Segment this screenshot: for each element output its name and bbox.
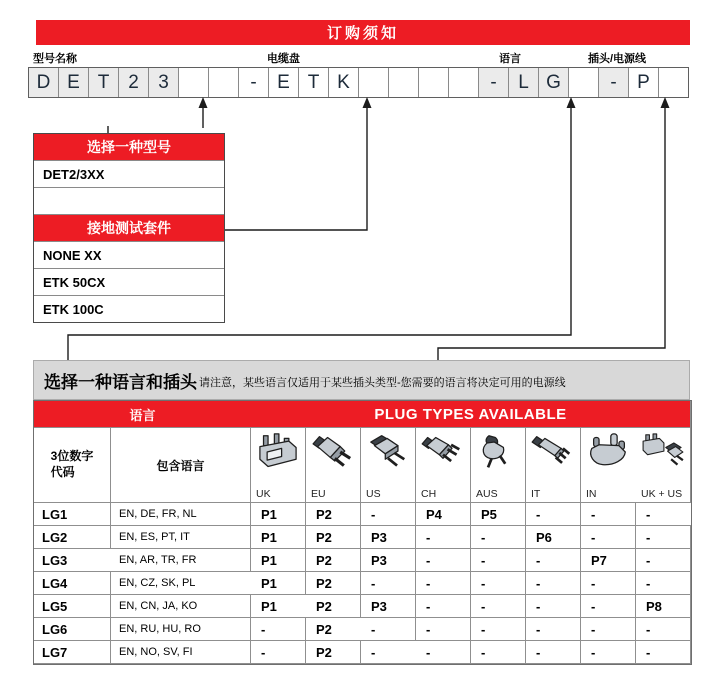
code-cell: T bbox=[89, 68, 119, 97]
included-languages: EN, CN, JA, KO bbox=[111, 595, 251, 618]
label-language: 语言 bbox=[499, 53, 521, 65]
plug-value: - bbox=[251, 618, 306, 641]
language-code: LG7 bbox=[34, 641, 111, 664]
plug-value: - bbox=[526, 618, 581, 641]
plug-value: - bbox=[471, 526, 526, 549]
plug-value: - bbox=[526, 549, 581, 572]
plug-value: P1 bbox=[251, 549, 306, 572]
model-and-kit-selector bbox=[33, 133, 225, 323]
plug-value: - bbox=[636, 549, 691, 572]
language-code: LG2 bbox=[34, 526, 111, 549]
plug-value: - bbox=[636, 526, 691, 549]
plug-value: P5 bbox=[471, 503, 526, 526]
code-cell: E bbox=[59, 68, 89, 97]
column-header-code: 3位数字 代码 bbox=[34, 428, 111, 503]
language-plug-section-header bbox=[33, 360, 690, 400]
kit-option: ETK 100C bbox=[34, 295, 224, 322]
plug-value: - bbox=[416, 572, 471, 595]
ordering-info-banner: 订购须知 bbox=[36, 20, 690, 45]
plug-value: - bbox=[581, 595, 636, 618]
plug-value: - bbox=[581, 618, 636, 641]
column-header-plug-uk bbox=[251, 428, 306, 503]
column-header-plug-us bbox=[361, 428, 416, 503]
included-languages: EN, CZ, SK, PL bbox=[111, 572, 251, 595]
included-languages: EN, ES, PT, IT bbox=[111, 526, 251, 549]
code-cell: D bbox=[29, 68, 59, 97]
column-header-plug-eu bbox=[306, 428, 361, 503]
table-header-plug-types: PLUG TYPES AVAILABLE bbox=[251, 401, 691, 428]
column-header-languages: 包含语言 bbox=[111, 428, 251, 503]
plug-column-label: IT bbox=[531, 488, 541, 500]
plug-value: P2 bbox=[306, 641, 361, 664]
plug-value: - bbox=[361, 572, 416, 595]
plug-value: P1 bbox=[251, 572, 306, 595]
plug-value: - bbox=[251, 641, 306, 664]
plug-value: - bbox=[416, 641, 471, 664]
language-plug-table bbox=[33, 400, 692, 665]
model-code-boxes bbox=[28, 67, 689, 98]
plug-value: - bbox=[526, 595, 581, 618]
section-note: 请注意，某些语言仅适用于某些插头类型-您需要的语言将决定可用的电源线 bbox=[199, 377, 566, 389]
label-cable-reel: 电缆盘 bbox=[267, 53, 300, 65]
plug-value: - bbox=[581, 526, 636, 549]
plug-value: - bbox=[416, 526, 471, 549]
section-title: 选择一种语言和插头 bbox=[44, 372, 197, 392]
plug-value: P3 bbox=[361, 549, 416, 572]
table-header-language: 语言 bbox=[34, 401, 251, 428]
plug-eu-icon bbox=[310, 433, 356, 476]
column-header-plug-aus bbox=[471, 428, 526, 503]
code-cell bbox=[419, 68, 449, 97]
plug-value: P3 bbox=[361, 595, 416, 618]
language-code: LG5 bbox=[34, 595, 111, 618]
code-cell bbox=[359, 68, 389, 97]
code-cell: - bbox=[479, 68, 509, 97]
plug-value: P2 bbox=[306, 618, 361, 641]
code-cell: - bbox=[239, 68, 269, 97]
plug-value: - bbox=[526, 503, 581, 526]
plug-column-label: UK + US bbox=[641, 488, 683, 500]
plug-value: - bbox=[581, 572, 636, 595]
plug-value: P2 bbox=[306, 595, 361, 618]
plug-value: - bbox=[636, 618, 691, 641]
plug-value: P2 bbox=[306, 526, 361, 549]
plug-column-label: AUS bbox=[476, 488, 498, 500]
plug-value: P1 bbox=[251, 526, 306, 549]
language-code: LG3 bbox=[34, 549, 111, 572]
code-cell bbox=[389, 68, 419, 97]
code-cell: 3 bbox=[149, 68, 179, 97]
plug-ch-icon bbox=[420, 433, 466, 476]
included-languages: EN, DE, FR, NL bbox=[111, 503, 251, 526]
code-cell: 2 bbox=[119, 68, 149, 97]
plug-value: - bbox=[471, 572, 526, 595]
label-plug-power-cord: 插头/电源线 bbox=[588, 53, 647, 65]
plug-value: - bbox=[471, 595, 526, 618]
label-model-name: 型号名称 bbox=[33, 53, 77, 65]
plug-column-label: CH bbox=[421, 488, 437, 500]
language-code: LG1 bbox=[34, 503, 111, 526]
model-option-blank bbox=[34, 187, 224, 214]
plug-value: P2 bbox=[306, 503, 361, 526]
code-cell: L bbox=[509, 68, 539, 97]
plug-column-label: EU bbox=[311, 488, 326, 500]
plug-value: - bbox=[471, 549, 526, 572]
code-cell: - bbox=[599, 68, 629, 97]
plug-column-label: IN bbox=[586, 488, 597, 500]
code-cell bbox=[659, 68, 688, 97]
plug-uk-us-icon bbox=[640, 433, 686, 476]
plug-value: P8 bbox=[636, 595, 691, 618]
column-header-plug-it bbox=[526, 428, 581, 503]
language-code: LG4 bbox=[34, 572, 111, 595]
plug-value: - bbox=[361, 503, 416, 526]
plug-value: P6 bbox=[526, 526, 581, 549]
plug-value: - bbox=[416, 549, 471, 572]
code-cell: G bbox=[539, 68, 569, 97]
plug-value: - bbox=[636, 641, 691, 664]
kit-option: ETK 50CX bbox=[34, 268, 224, 295]
language-code: LG6 bbox=[34, 618, 111, 641]
included-languages: EN, AR, TR, FR bbox=[111, 549, 251, 572]
code-cell bbox=[569, 68, 599, 97]
included-languages: EN, RU, HU, RO bbox=[111, 618, 251, 641]
plug-us-icon bbox=[365, 433, 411, 476]
column-header-plug-ch bbox=[416, 428, 471, 503]
code-cell: T bbox=[299, 68, 329, 97]
column-header-plug-in bbox=[581, 428, 636, 503]
code-cell bbox=[179, 68, 209, 97]
earth-test-kit-header: 接地测试套件 bbox=[34, 214, 224, 241]
plug-value: - bbox=[416, 618, 471, 641]
plug-uk-icon bbox=[255, 433, 301, 476]
code-cell: P bbox=[629, 68, 659, 97]
plug-value: - bbox=[361, 641, 416, 664]
plug-column-label: UK bbox=[256, 488, 271, 500]
plug-value: P1 bbox=[251, 595, 306, 618]
plug-value: - bbox=[361, 618, 416, 641]
plug-value: P1 bbox=[251, 503, 306, 526]
plug-value: - bbox=[526, 641, 581, 664]
choose-model-header: 选择一种型号 bbox=[34, 134, 224, 160]
plug-value: - bbox=[636, 572, 691, 595]
plug-value: P4 bbox=[416, 503, 471, 526]
plug-value: - bbox=[526, 572, 581, 595]
plug-value: - bbox=[581, 641, 636, 664]
code-cell: E bbox=[269, 68, 299, 97]
kit-option: NONE XX bbox=[34, 241, 224, 268]
plug-value: - bbox=[581, 503, 636, 526]
plug-column-label: US bbox=[366, 488, 381, 500]
plug-value: - bbox=[416, 595, 471, 618]
plug-value: - bbox=[471, 618, 526, 641]
plug-aus-icon bbox=[475, 433, 521, 476]
code-cell bbox=[209, 68, 239, 97]
plug-value: P2 bbox=[306, 549, 361, 572]
plug-value: P3 bbox=[361, 526, 416, 549]
plug-value: P7 bbox=[581, 549, 636, 572]
code-cell bbox=[449, 68, 479, 97]
column-header-plug-uk-us bbox=[636, 428, 691, 503]
plug-in-icon bbox=[586, 433, 632, 476]
model-option: DET2/3XX bbox=[34, 160, 224, 187]
plug-value: - bbox=[471, 641, 526, 664]
code-cell: K bbox=[329, 68, 359, 97]
plug-it-icon bbox=[530, 433, 576, 476]
plug-value: - bbox=[636, 503, 691, 526]
included-languages: EN, NO, SV, FI bbox=[111, 641, 251, 664]
plug-value: P2 bbox=[306, 572, 361, 595]
